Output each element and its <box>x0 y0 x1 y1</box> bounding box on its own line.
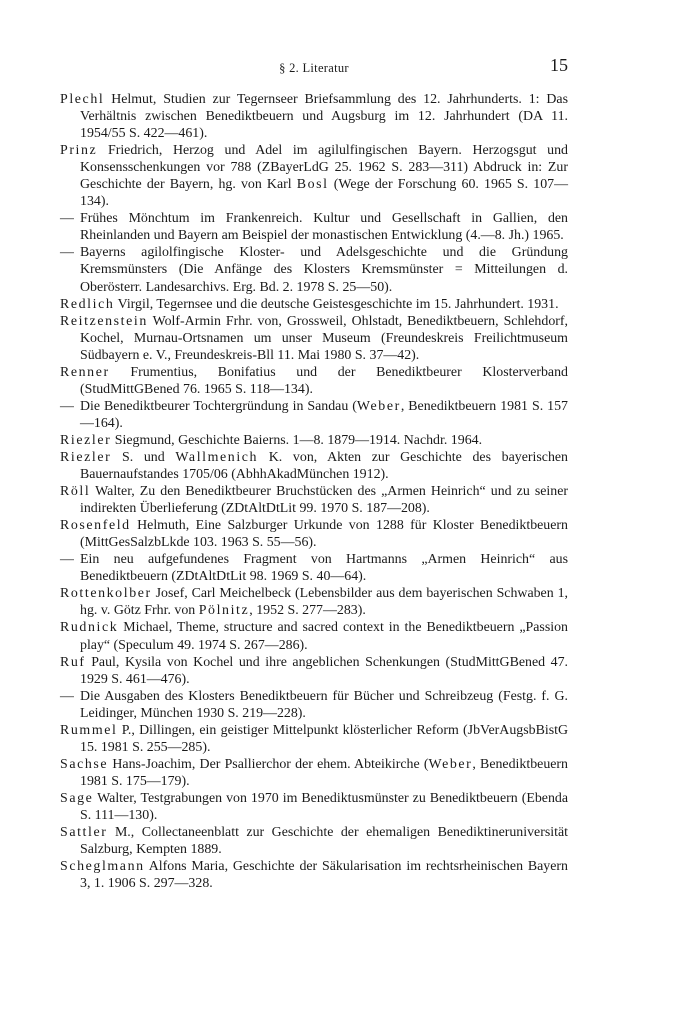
author-name: Pölnitz <box>198 603 250 619</box>
bibliography-entry <box>60 210 568 244</box>
entry-text: Alfons Maria, Geschichte der Säkularisation im rechtsrheinischen Bayern 3, 1. 1906 S. 297—328. <box>80 859 568 892</box>
entry-text: Hans-Joachim, Der Psallierchor der ehem. Abteikirche ( <box>108 756 429 772</box>
bibliography-entry <box>60 722 568 756</box>
bibliography-entry <box>60 432 568 449</box>
author-name: Prinz <box>60 143 98 159</box>
bibliography-entry <box>60 364 568 398</box>
entry-text: Frühes Mönchtum im Frankenreich. Kultur und Gesellschaft in Gallien, den Rheinlanden und Bayern am Beispiel der monastischen Entwicklung (4.—8. Jh.) 1965. <box>80 211 568 244</box>
bibliography-list <box>60 91 568 892</box>
bibliography-entry <box>60 517 568 551</box>
author-name: Renner <box>60 364 110 380</box>
entry-text: , Benediktbeuern 1981 S. 157—164). <box>80 398 568 431</box>
author-name: Riezler <box>60 432 112 448</box>
entry-text: K. von, Akten zur Geschichte des bayerischen Bauernaufstandes 1705/06 (AbhhAkadMünchen 1912). <box>80 449 568 483</box>
entry-text: Frumentius, Bonifatius und der Benediktbeurer Klosterverband (StudMittGBened 76. 1965 S. 118—134). <box>80 364 568 397</box>
repeat-author-dash: — <box>60 552 74 568</box>
entry-text: Ein neu aufgefundenes Fragment von Hartmanns „Armen Heinrich“ aus Benediktbeuern (ZDtAltDtLit 98. 1969 S. 40—64). <box>80 552 568 585</box>
entry-text: , 1952 S. 277—283). <box>249 603 366 619</box>
bibliography-entry <box>60 551 568 585</box>
bibliography-entry <box>60 244 568 295</box>
entry-text: Wolf-Armin Frhr. von, Grossweil, Ohlstadt, Benediktbeuern, Schlehdorf, Kochel, Murnau-Ortsnamen um unser Museum (Freundeskreis Freilichtmuseum Südbayern e. V., Freundeskreis-Bll 11. Mai 1980 S. 37—42). <box>80 313 568 363</box>
entry-text: Michael, Theme, structure and sacred context in the Benediktbeuern „Passion play“ (Speculum 49. 1974 S. 267—286). <box>80 620 568 653</box>
author-name: Scheglmann <box>60 859 145 875</box>
bibliography-entry <box>60 91 568 142</box>
bibliography-entry <box>60 142 568 210</box>
author-name: Riezler <box>60 449 112 465</box>
bibliography-entry <box>60 654 568 688</box>
bibliography-entry <box>60 296 568 313</box>
running-head <box>60 55 568 79</box>
entry-text: Helmut, Studien zur Tegernseer Briefsammlung des 12. Jahrhunderts. 1: Das Verhältnis zwischen Benediktbeuern und Augsburg im 12. Jahrhundert (DA 11. 1954/55 S. 422—461). <box>80 92 568 142</box>
entry-text: Die Benediktbeurer Tochtergründung in Sandau ( <box>80 398 357 414</box>
entry-text: Die Ausgaben des Klosters Benediktbeuern für Bücher und Schreibzeug (Festg. f. G. Leidinger, München 1930 S. 219—228). <box>80 688 568 721</box>
author-name: Bosl <box>296 177 329 193</box>
entry-text: M., Collectaneenblatt zur Geschichte der ehemaligen Benediktineruniversität Salzburg, Kempten 1889. <box>80 825 568 858</box>
bibliography-entry <box>60 824 568 858</box>
author-name: Weber <box>356 398 401 414</box>
entry-text: Josef, Carl Meichelbeck (Lebensbilder aus dem bayerischen Schwaben 1, hg. v. Götz Frhr. von <box>80 586 568 619</box>
bibliography-entry <box>60 313 568 364</box>
entry-text: , Benediktbeuern 1981 S. 175—179). <box>80 756 568 789</box>
entry-text: Walter, Testgrabungen von 1970 im Benediktusmünster zu Benediktbeuern (Ebenda S. 111—130). <box>80 790 568 823</box>
author-name: Sattler <box>60 825 108 841</box>
bibliography-entry <box>60 790 568 824</box>
entry-text: Helmuth, Eine Salzburger Urkunde von 1288 für Kloster Benediktbeuern (MittGesSalzbLkde 103. 1963 S. 55—56). <box>80 518 568 551</box>
repeat-author-dash: — <box>60 688 74 704</box>
author-name: Röll <box>60 484 91 500</box>
author-name: Sage <box>60 790 94 806</box>
author-name: Rummel <box>60 722 118 738</box>
repeat-author-dash: — <box>60 398 74 414</box>
author-name: Rottenkolber <box>60 586 152 602</box>
section-title: § 2. Literatur <box>279 61 349 75</box>
author-name: Weber <box>428 756 473 772</box>
entry-text: Bayerns agilolfingische Kloster- und Adelsgeschichte und die Gründung Kremsmünsters (Die Anfänge des Klosters Kremsmünster = Mitteilungen d. Oberösterr. Landesarchivs. Erg. Bd. 2. 1978 S. 25—50). <box>80 245 568 295</box>
bibliography-entry <box>60 858 568 892</box>
author-name: Reitzenstein <box>60 313 148 329</box>
entry-text: Siegmund, Geschichte Baierns. 1—8. 1879—1914. Nachdr. 1964. <box>111 432 483 448</box>
repeat-author-dash: — <box>60 211 74 227</box>
entry-text: Friedrich, Herzog und Adel im agilulfingischen Bayern. Herzogsgut und Konsensschenkungen vor 788 (ZBayerLdG 25. 1962 S. 283—311) Abdruck in: Zur Geschichte der Bayern, hg. von Karl <box>80 143 568 193</box>
bibliography-entry <box>60 756 568 790</box>
author-name: Rudnick <box>60 620 119 636</box>
entry-text: Virgil, Tegernsee und die deutsche Geistesgeschichte im 15. Jahrhundert. 1931. <box>114 296 559 312</box>
entry-text: (Wege der Forschung 60. 1965 S. 107—134). <box>80 177 568 210</box>
author-name: Plechl <box>60 92 105 107</box>
entry-text: P., Dillingen, ein geistiger Mittelpunkt klösterlicher Reform (JbVerAugsbBistG 15. 1981 S. 255—285). <box>80 722 568 755</box>
author-name: Wallmenich <box>175 449 259 465</box>
bibliography-entry <box>60 449 568 483</box>
entry-text: Paul, Kysila von Kochel und ihre angeblichen Schenkungen (StudMittGBened 47. 1929 S. 461—476). <box>80 654 568 687</box>
bibliography-entry <box>60 585 568 619</box>
bibliography-entry <box>60 688 568 722</box>
author-name: Sachse <box>60 756 109 772</box>
author-name: Redlich <box>60 296 115 312</box>
author-name: Ruf <box>60 654 86 670</box>
page-number: 15 <box>550 55 568 75</box>
entry-text: S. und <box>111 449 176 465</box>
repeat-author-dash: — <box>60 245 74 261</box>
bibliography-entry <box>60 483 568 517</box>
entry-text: Walter, Zu den Benediktbeurer Bruchstücken des „Armen Heinrich“ und zu seiner indirekten Überlieferung (ZDtAltDtLit 99. 1970 S. 187—208). <box>80 484 568 517</box>
bibliography-entry <box>60 619 568 653</box>
author-name: Rosenfeld <box>60 518 131 534</box>
bibliography-entry <box>60 398 568 432</box>
